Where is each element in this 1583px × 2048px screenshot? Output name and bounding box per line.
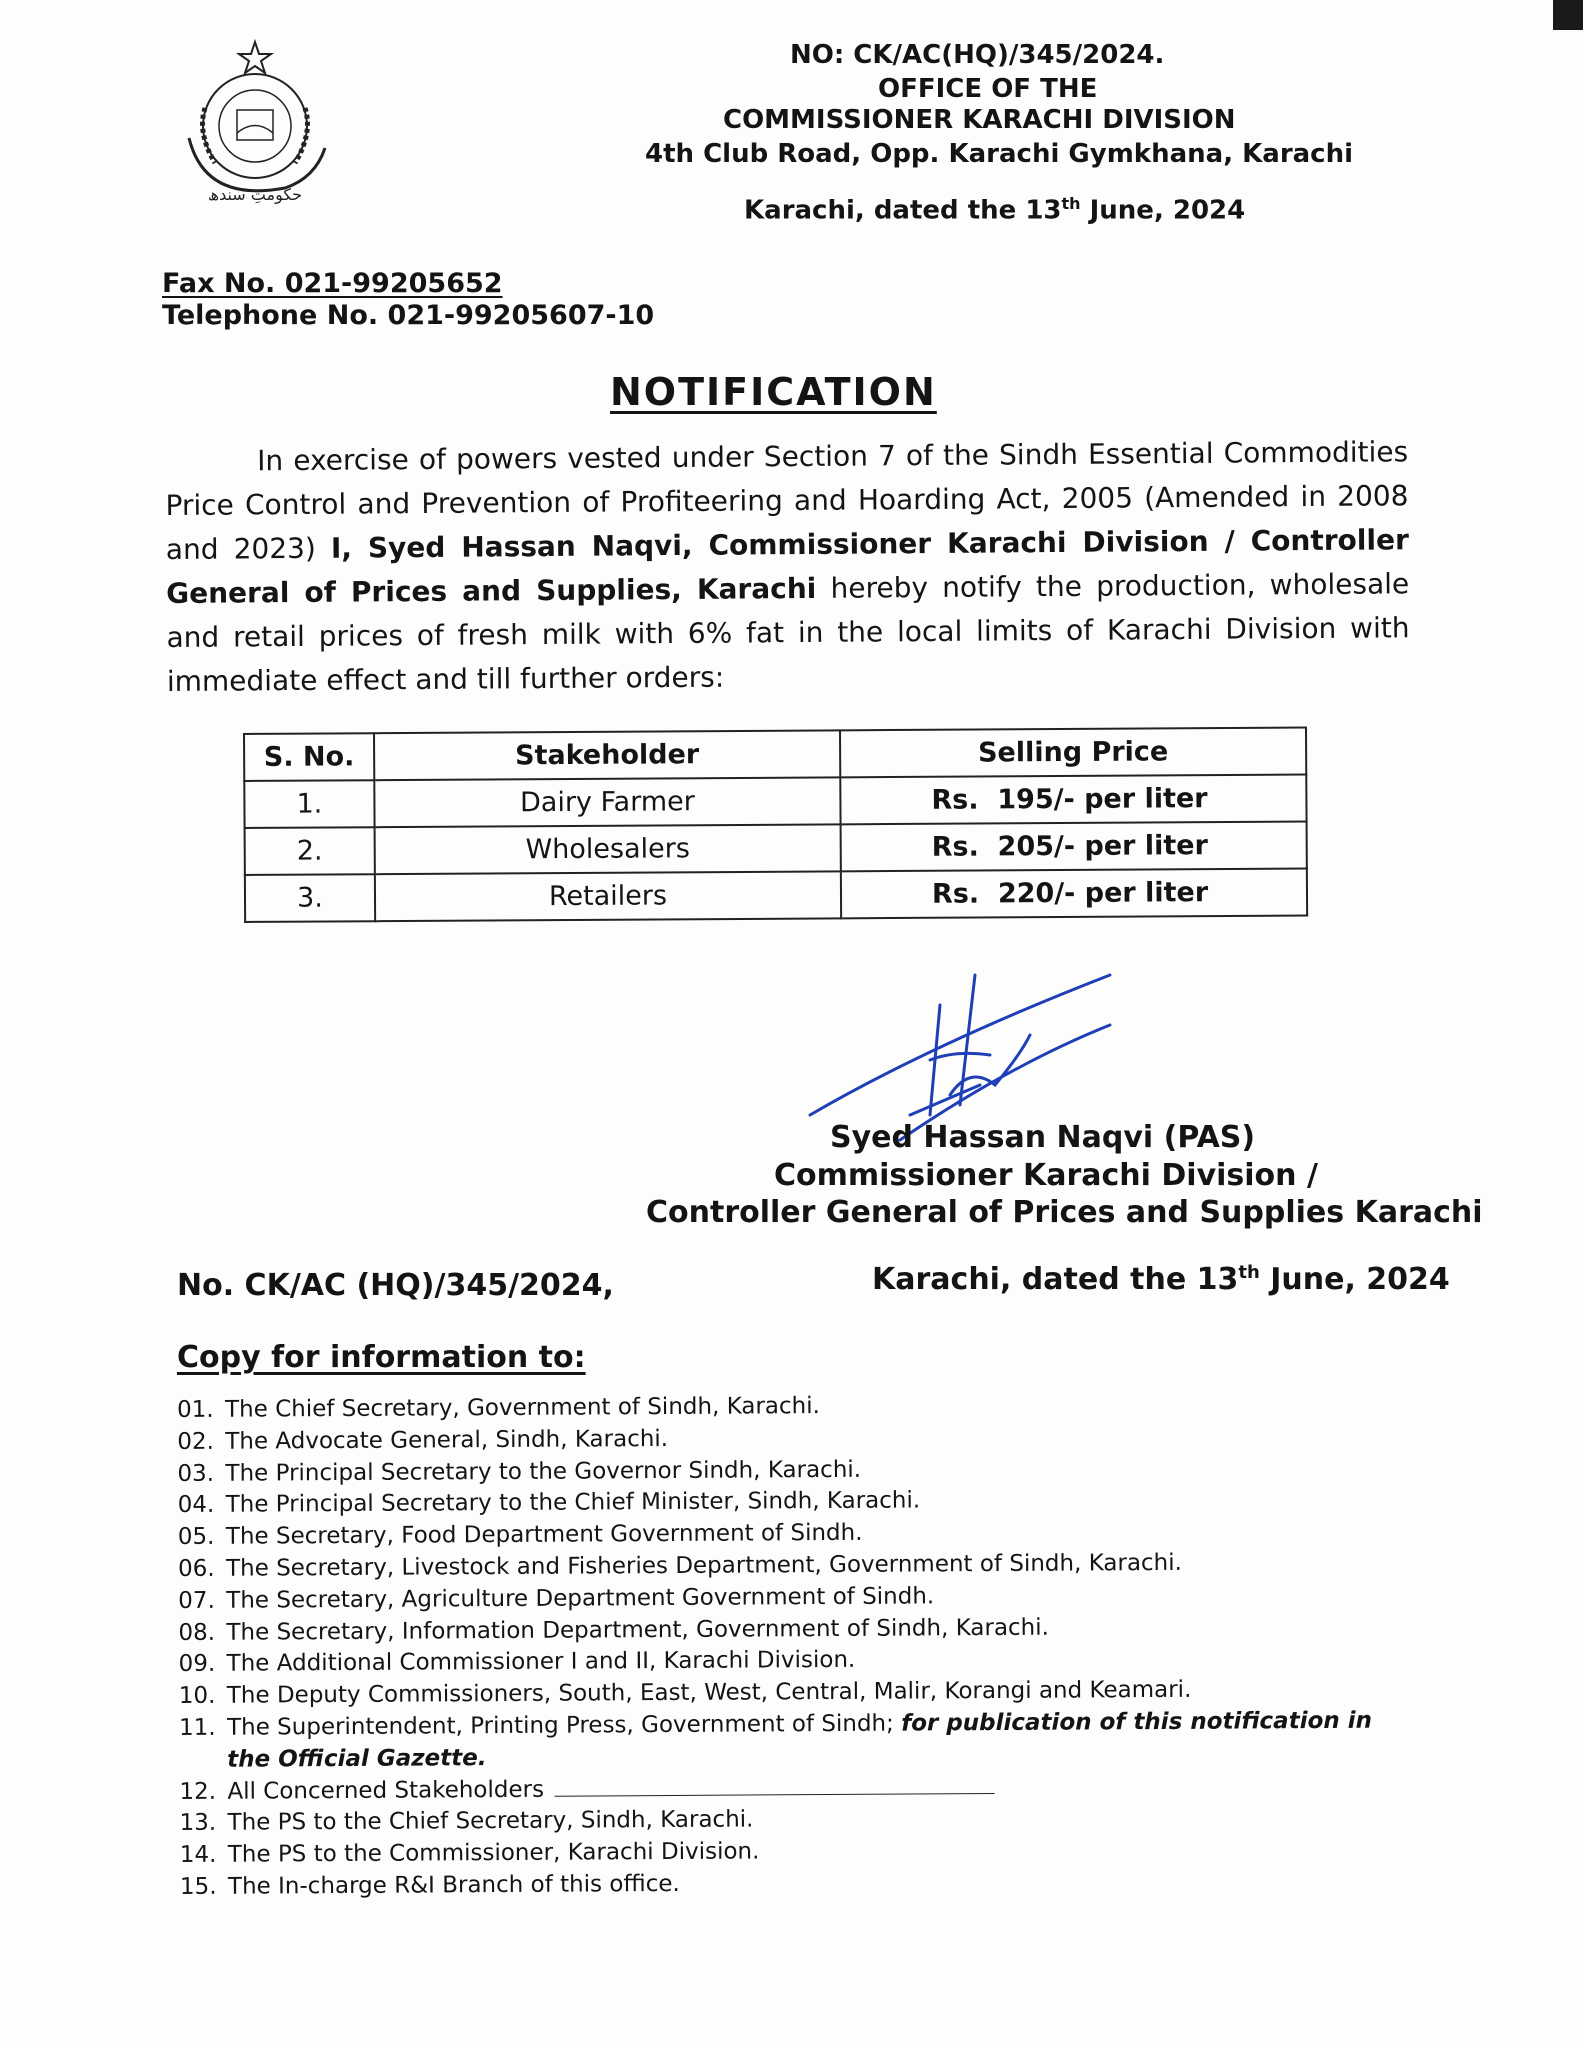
notification-body xyxy=(165,430,1410,704)
seal-text: حکومتِ سندھ xyxy=(207,185,303,204)
item-number: 11. xyxy=(178,1714,216,1741)
signatory-title-2: Controller General of Prices and Supplies Karachi xyxy=(646,1195,1483,1230)
list-item xyxy=(179,1705,1419,1776)
item-text: The In-charge R&I Branch of this office. xyxy=(227,1870,680,1900)
item-text: The Secretary, Agriculture Department Government of Sindh. xyxy=(226,1583,935,1614)
header-stakeholder: Stakeholder xyxy=(374,730,840,780)
row-sno: 1. xyxy=(244,780,374,828)
item-number: 08. xyxy=(178,1619,216,1646)
reference-number: NO: CK/AC(HQ)/345/2024. xyxy=(790,40,1165,70)
item-text: The Chief Secretary, Government of Sindh, Karachi. xyxy=(225,1393,820,1423)
price-table xyxy=(243,727,1308,923)
item-number: 12. xyxy=(179,1778,217,1805)
item-number: 01. xyxy=(177,1396,214,1423)
item-number: 06. xyxy=(177,1555,215,1582)
header-date-prefix: Karachi, dated the 13 xyxy=(744,195,1062,226)
row-sno: 3. xyxy=(245,874,375,922)
row-price: Rs. 220/- per liter xyxy=(841,869,1307,919)
office-line-2: COMMISSIONER KARACHI DIVISION xyxy=(723,105,1236,135)
footer-date xyxy=(872,1262,1450,1297)
table-row xyxy=(244,775,1306,828)
item-text-emphasis: for publication of this notification in the Official Gazette. xyxy=(227,1707,1373,1773)
item-text: The Secretary, Information Department, Government of Sindh, Karachi. xyxy=(226,1614,1049,1646)
item-text-plain: The Superintendent, Printing Press, Government of Sindh; xyxy=(226,1710,902,1741)
item-text: The PS to the Chief Secretary, Sindh, Karachi. xyxy=(227,1806,754,1837)
item-number: 07. xyxy=(178,1587,215,1614)
footer-date-prefix: Karachi, dated the 13 xyxy=(872,1262,1239,1297)
footer-date-sup: th xyxy=(1238,1262,1260,1283)
item-number: 04. xyxy=(177,1492,215,1519)
item-text: The Principal Secretary to the Chief Minister, Sindh, Karachi. xyxy=(225,1487,921,1519)
signatory-title-1: Commissioner Karachi Division / xyxy=(774,1158,1318,1193)
footer-reference-number: No. CK/AC (HQ)/345/2024, xyxy=(177,1268,614,1303)
item-number: 14. xyxy=(179,1841,217,1869)
item-number: 13. xyxy=(179,1810,217,1837)
list-item xyxy=(180,1864,1420,1903)
telephone-number: Telephone No. 021-99205607-10 xyxy=(162,300,655,331)
footer-date-suffix: June, 2024 xyxy=(1259,1262,1450,1297)
notification-title: NOTIFICATION xyxy=(610,370,937,414)
header-date xyxy=(744,188,1245,227)
item-number: 15. xyxy=(179,1873,217,1900)
item-number: 05. xyxy=(177,1523,215,1551)
office-address: 4th Club Road, Opp. Karachi Gymkhana, Karachi xyxy=(645,139,1354,169)
body-text-2: hereby notify the production, wholesale and retail prices of fresh milk with 6% fat in the local limits of Karachi Division with immediate effect and till further orders: xyxy=(166,567,1410,698)
row-sno: 2. xyxy=(245,827,375,875)
item-number: 10. xyxy=(178,1682,216,1710)
blank-line xyxy=(554,1779,994,1797)
item-text: The Additional Commissioner I and II, Karachi Division. xyxy=(226,1647,856,1678)
item-number: 03. xyxy=(177,1460,215,1487)
item-text-plain: All Concerned Stakeholders xyxy=(227,1776,545,1805)
item-text: The Principal Secretary to the Governor Sindh, Karachi. xyxy=(225,1456,862,1487)
header-date-sup: th xyxy=(1061,194,1081,213)
copy-heading: Copy for information to: xyxy=(177,1340,586,1375)
fax-number: Fax No. 021-99205652 xyxy=(162,268,503,299)
header-date-suffix: June, 2024 xyxy=(1080,195,1246,226)
table-header-row xyxy=(244,728,1306,781)
office-line-1: OFFICE OF THE xyxy=(878,74,1098,104)
scan-edge-mark xyxy=(1553,0,1583,30)
body-text-1: In exercise of powers vested under Section 7 of the Sindh Essential Commodities Price Control and Prevention of Profiteering and Hoarding Act, 2005 (Amended in 2008 and 2023) xyxy=(165,435,1409,566)
table-row xyxy=(245,822,1307,875)
row-price: Rs. 205/- per liter xyxy=(841,822,1307,872)
row-stakeholder: Retailers xyxy=(375,871,841,921)
table-row xyxy=(245,869,1307,922)
item-text: The Secretary, Food Department Government of Sindh. xyxy=(225,1520,863,1550)
row-stakeholder: Dairy Farmer xyxy=(374,777,840,827)
item-number: 09. xyxy=(178,1651,216,1678)
row-price: Rs. 195/- per liter xyxy=(840,775,1306,825)
row-stakeholder: Wholesalers xyxy=(375,824,841,874)
body-text-bold: I, Syed Hassan Naqvi, Commissioner Karachi Division / Controller General of Prices and Supplies, Karachi xyxy=(166,523,1409,610)
item-text: The Deputy Commissioners, South, East, West, Central, Malir, Korangi and Keamari. xyxy=(226,1676,1192,1709)
item-text xyxy=(227,1705,1419,1776)
item-text: The PS to the Commissioner, Karachi Division. xyxy=(227,1838,760,1868)
copy-list xyxy=(177,1387,1420,1903)
header-sno: S. No. xyxy=(244,733,374,781)
header-selling-price: Selling Price xyxy=(840,728,1306,778)
signatory-name: Syed Hassan Naqvi (PAS) xyxy=(830,1120,1256,1155)
item-number: 02. xyxy=(177,1428,214,1455)
item-text: The Secretary, Livestock and Fisheries Department, Government of Sindh, Karachi. xyxy=(225,1549,1182,1582)
government-seal xyxy=(175,38,335,208)
item-text: The Advocate General, Sindh, Karachi. xyxy=(225,1425,669,1455)
